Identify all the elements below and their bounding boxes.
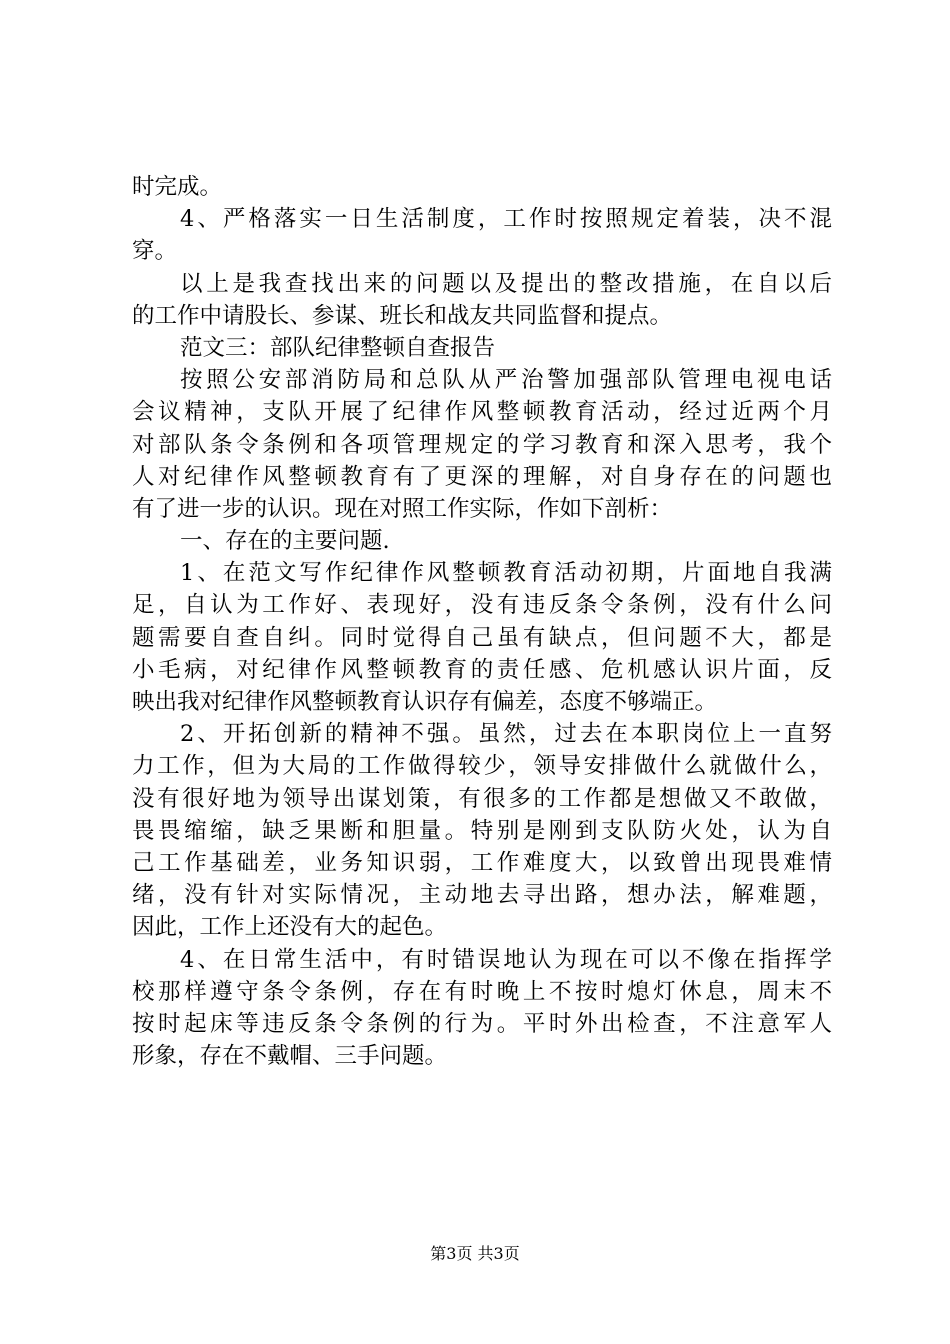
paragraph <box>132 718 832 943</box>
text-line: 对部队条令条例和各项管理规定的学习教育和深入思考，我个 <box>132 431 832 458</box>
text-line: 没有很好地为领导出谋划策，有很多的工作都是想做又不敢做， <box>132 785 832 812</box>
text-line: 时完成。 <box>132 174 223 200</box>
text-line: 己工作基础差，业务知识弱，工作难度大，以致曾出现畏难情 <box>132 849 832 876</box>
text-line: 映出我对纪律作风整顿教育认识存有偏差，态度不够端正。 <box>132 689 718 715</box>
paragraph <box>132 944 832 1073</box>
paragraph <box>132 268 832 332</box>
text-line: 2、开拓创新的精神不强。虽然，过去在本职岗位上一直努 <box>180 721 832 748</box>
text-line: 有了进一步的认识。现在对照工作实际，作如下剖析： <box>132 495 673 522</box>
text-line: 题需要自查自纠。同时觉得自己虽有缺点，但问题不大，都是 <box>132 624 832 651</box>
page-number-footer: 第3页 共3页 <box>430 1244 520 1263</box>
text-line: 1、在范文写作纪律作风整顿教育活动初期，片面地自我满 <box>180 560 832 587</box>
text-line: 范文三：部队纪律整顿自查报告 <box>180 334 496 361</box>
text-line: 穿。 <box>132 238 178 265</box>
text-line: 力工作，但为大局的工作做得较少，领导安排做什么就做什么， <box>132 753 832 780</box>
paragraph <box>132 525 832 557</box>
text-line: 4、在日常生活中，有时错误地认为现在可以不像在指挥学 <box>180 946 832 973</box>
text-line: 按照公安部消防局和总队从严治警加强部队管理电视电话 <box>180 367 832 394</box>
paragraph <box>132 332 832 364</box>
text-line: 形象，存在不戴帽、三手问题。 <box>132 1043 448 1070</box>
paragraph <box>132 364 832 525</box>
text-line: 的工作中请股长、参谋、班长和战友共同监督和提点。 <box>132 302 673 329</box>
text-line: 足，自认为工作好、表现好，没有违反条令条例，没有什么问 <box>132 592 832 619</box>
paragraph <box>132 557 832 718</box>
paragraph <box>132 171 832 203</box>
text-line: 以上是我查找出来的问题以及提出的整改措施，在自以后 <box>180 270 832 297</box>
text-line: 因此，工作上还没有大的起色。 <box>132 914 448 941</box>
text-line: 一、存在的主要问题. <box>180 528 390 555</box>
text-line: 人对纪律作风整顿教育有了更深的理解，对自身存在的问题也 <box>132 463 832 490</box>
text-line: 校那样遵守条令条例，存在有时晚上不按时熄灯休息，周末不 <box>132 978 832 1005</box>
text-line: 畏畏缩缩，缺乏果断和胆量。特别是刚到支队防火处，认为自 <box>132 817 832 844</box>
text-line: 4、严格落实一日生活制度，工作时按照规定着装，决不混 <box>180 206 832 233</box>
paragraph <box>132 203 832 267</box>
text-line: 绪，没有针对实际情况，主动地去寻出路，想办法，解难题， <box>132 882 832 909</box>
text-line: 会议精神，支队开展了纪律作风整顿教育活动，经过近两个月 <box>132 399 832 426</box>
text-line: 按时起床等违反条令条例的行为。平时外出检查，不注意军人 <box>132 1010 832 1037</box>
text-line: 小毛病，对纪律作风整顿教育的责任感、危机感认识片面，反 <box>132 656 832 683</box>
document-body <box>132 171 832 1072</box>
